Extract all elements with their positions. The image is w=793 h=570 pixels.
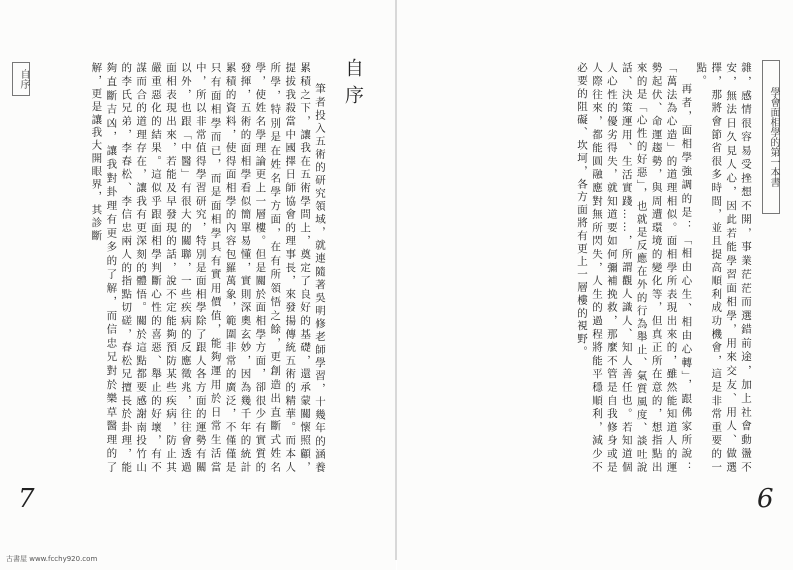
watermark: 古書屋 www.fcchy920.com (6, 555, 98, 563)
side-chapter-label: 自序 (12, 62, 30, 96)
right-page (397, 0, 793, 570)
left-page (0, 0, 396, 570)
chapter-title: 自序 (342, 58, 364, 112)
running-header: 學會面相學的第一本書 (762, 60, 780, 214)
right-paragraph-2: 再者，面相學強調的是：「相由心生、相由心轉」，跟佛家所說：「萬法為心造」的道理相似。面相學所表現出來的，雖然能知道人的運勢起伏、命運趨勢，與周遭環境的變化等，但真正所在意的，想指點出來的是「心性的好惡」，也就是反應在外的行為舉止、氣質風度、談吐說話、決策運用、生活實踐……，所謂觀人識人、知人善任也。若知道個人心性的優劣得失，就知道要如何彌補挽救，那麼不管是自我修身或是人際往來，都能圓融應對無所閃失，人生的過程將能平穩順利，減少不必要的阻礙、坎坷，各方面將有更上一層樓的視野。 (576, 62, 693, 474)
left-paragraph-1: 筆者投入五術的研究領域，就連隨著吳明修老師學習，十幾年的涵養累積之下，讓我在五術學問上，奠定了良好的基礎，還承蒙關懷照顧，提拔我殺當中國擇日師協會的理事長，來發揚傳統五術的精華。而本人所學，特別是在姓名學方面，在有所領悟之餘，更創造出直斷式姓名學，使姓名學理論更上一層樓。但是關於面相學方面，卻很少有實質的發揮，五術的面相學看似簡單易懂，實則深奧玄妙，因為幾千年的統計累積的資料，使得面相學的內容包羅萬象，範圍非常的廣泛，不僅僅是只有面相學而已，而是面相學具有實用價值，能夠運用於日常生活當中，所以非常值得學習研究，特別是面相學除了跟人各方面的運勢有關以外，也跟「中醫」有很大的關聯，一些疾病的反應徵兆，往往會透過面相表現出來，若能及早發現的話，說不定能夠預防某些疾病，防止其嚴重惡化的結果。這似乎跟面相學判斷心性的喜惡、舉止的好壞，有不謀而合的道理存在，讓我有更深刻的體悟。關於這點都要感謝南投竹山的李氏兄弟，李春松、李信忠兩人的指點切磋，春松兄擅長於卦理，能夠直斷吉凶，讓我對卦理有更多的了解，而信忠兄對於樂草醫理的了解，更是讓我大開眼界，其診斷 (90, 62, 326, 474)
left-page-number: 7 (18, 484, 35, 514)
right-page-number: 6 (757, 484, 774, 514)
right-paragraph-1: 雜，感情很容易受挫想不開，事業茫茫而選錯前途，加上社會動盪不安，無法日久見人心，因此若能學習面相學，用來交友、用人、做選擇，那將會節省很多時間，並且提高順利成功機會，這是非常重要的一點。 (695, 62, 752, 474)
left-page-body (36, 62, 327, 474)
right-page-body (417, 62, 753, 474)
